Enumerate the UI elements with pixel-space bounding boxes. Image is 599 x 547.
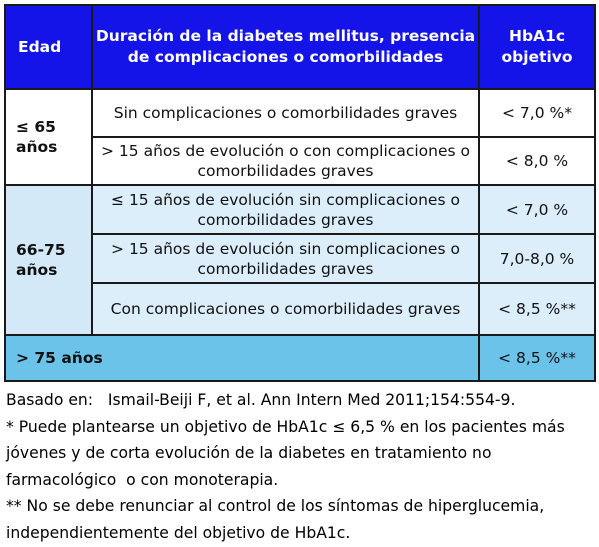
condition-cell: Con complicaciones o comorbilidades graves [92,283,479,335]
header-age: Edad [5,5,92,89]
target-cell: < 7,0 %* [479,89,595,137]
target-cell: < 8,5 %** [479,335,595,381]
table-row [5,137,595,185]
hba1c-targets-table-container [4,4,594,382]
footnote-single-asterisk: * Puede plantearse un objetivo de HbA1c ≤ 6,5 % en los pacientes más jóvenes y de corta evolución de la diabetes en tratamiento no farmacológico o con monoterapia. [6,417,570,489]
condition-cell: Sin complicaciones o comorbilidades graves [92,89,479,137]
age-cell-over-75: > 75 años [5,335,479,381]
table-row [5,89,595,137]
header-hba1c: HbA1c objetivo [479,5,595,89]
target-cell: < 8,0 % [479,137,595,185]
table-row [5,185,595,234]
table-header-row [5,5,595,89]
age-cell-66-75: 66-75 años [5,185,92,335]
header-duration: Duración de la diabetes mellitus, presencia de complicaciones o comorbilidades [92,5,479,89]
table-row [5,234,595,283]
target-cell: < 7,0 % [479,185,595,234]
footnote-double-asterisk: ** No se debe renunciar al control de los síntomas de hiperglucemia, independientemente del objetivo de HbA1c. [6,497,550,542]
condition-cell: > 15 años de evolución o con complicaciones o comorbilidades graves [92,137,479,185]
table-row [5,335,595,381]
hba1c-targets-table [4,4,596,382]
footnotes [6,387,594,546]
condition-cell: ≤ 15 años de evolución sin complicaciones o comorbilidades graves [92,185,479,234]
target-cell: 7,0-8,0 % [479,234,595,283]
target-cell: < 8,5 %** [479,283,595,335]
condition-cell: > 15 años de evolución sin complicaciones o comorbilidades graves [92,234,479,283]
age-cell-65: ≤ 65 años [5,89,92,185]
source-citation: Basado en: Ismail-Beiji F, et al. Ann Intern Med 2011;154:554-9. [6,391,516,409]
table-row [5,283,595,335]
